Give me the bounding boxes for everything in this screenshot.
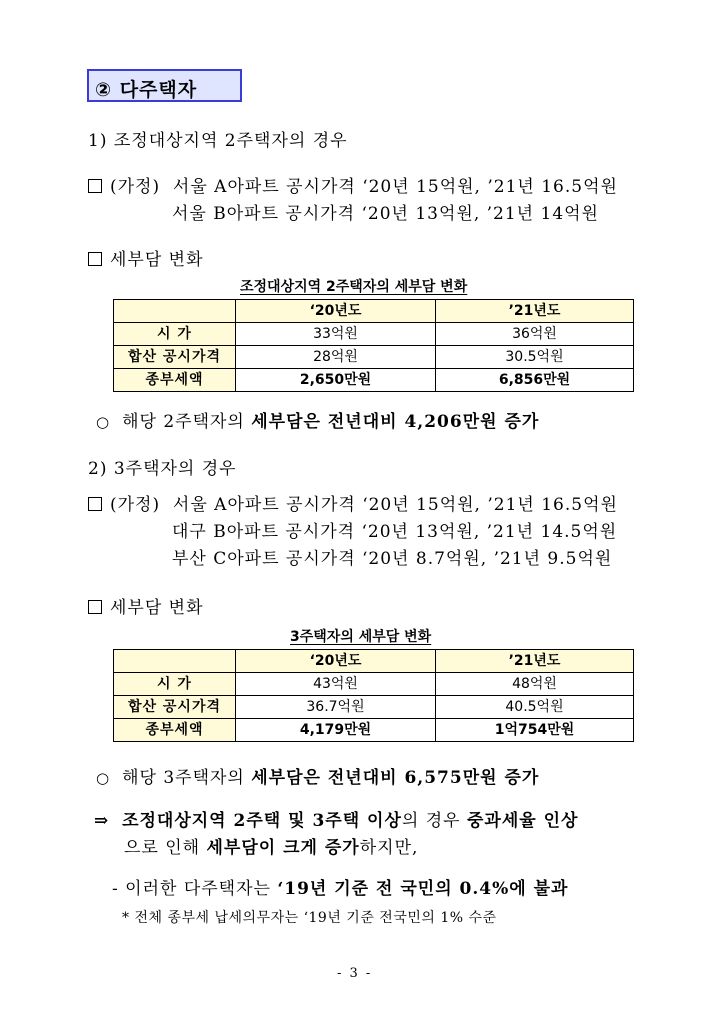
- checkbox-square-icon: [88, 179, 102, 193]
- case2-result: [96, 763, 539, 788]
- case2-tax-change-heading: [88, 593, 204, 618]
- tax-change-label: 세부담 변화: [110, 598, 204, 618]
- case1-assumption-line-1: [88, 172, 618, 197]
- table-cell: 1억754만원: [436, 719, 634, 742]
- row-label: 시 가: [114, 673, 236, 696]
- table-row: [114, 323, 634, 346]
- table-cell: 48억원: [436, 673, 634, 696]
- table-row: [114, 673, 634, 696]
- conclusion-text: 으로 인해: [124, 838, 207, 858]
- checkbox-square-icon: [88, 252, 102, 266]
- table-header-cell: ’21년도: [436, 650, 634, 673]
- case1-assumption-line-2: 서울 B아파트 공시가격 ‘20년 13억원, ’21년 14억원: [172, 204, 599, 224]
- table-cell: 36억원: [436, 323, 634, 346]
- table-row: [114, 719, 634, 742]
- arrow-icon: ⇒: [94, 811, 110, 831]
- conclusion-line-1: [94, 806, 578, 831]
- table-cell: 2,650만원: [236, 369, 436, 392]
- row-label: 종부세액: [114, 719, 236, 742]
- table-header-row: [114, 650, 634, 673]
- table-cell: 43억원: [236, 673, 436, 696]
- footnote: * 전체 종부세 납세의무자는 ‘19년 기준 전국민의 1% 수준: [122, 910, 497, 926]
- circle-bullet-icon: ○: [96, 769, 111, 787]
- assumption-text: 서울 A아파트 공시가격 ‘20년 15억원, ’21년 16.5억원: [172, 177, 618, 197]
- table-cell: 4,179만원: [236, 719, 436, 742]
- section-heading-box: [87, 69, 242, 102]
- table-header-cell: ‘20년도: [236, 650, 436, 673]
- sub-point-emphasis: ‘19년 기준 전 국민의 0.4%에 불과: [277, 879, 569, 899]
- conclusion-emphasis: 세부담이 크게 증가: [206, 838, 360, 858]
- case2-assumption-line-3: 부산 C아파트 공시가격 ‘20년 8.7억원, ’21년 9.5억원: [172, 549, 613, 569]
- row-label: 합산 공시가격: [114, 346, 236, 369]
- row-label: 시 가: [114, 323, 236, 346]
- table-row: [114, 696, 634, 719]
- table-cell: 36.7억원: [236, 696, 436, 719]
- case2-assumption-line-1: [88, 490, 618, 515]
- conclusion-emphasis: 조정대상지역 2주택 및 3주택 이상: [122, 811, 402, 831]
- table-header-cell: [114, 300, 236, 323]
- conclusion-line-2: [124, 833, 418, 858]
- case1-result: [96, 407, 539, 432]
- case2-assumption-line-2: 대구 B아파트 공시가격 ‘20년 13억원, ’21년 14.5억원: [172, 522, 618, 542]
- row-label: 종부세액: [114, 369, 236, 392]
- table-cell: 28억원: [236, 346, 436, 369]
- table-header-cell: [114, 650, 236, 673]
- conclusion-emphasis: 중과세율 인상: [466, 811, 579, 831]
- tax-change-label: 세부담 변화: [110, 250, 204, 270]
- table-cell: 40.5억원: [436, 696, 634, 719]
- assumption-text: 서울 A아파트 공시가격 ‘20년 15억원, ’21년 16.5억원: [172, 495, 618, 515]
- case1-title: 1) 조정대상지역 2주택자의 경우: [88, 131, 348, 151]
- case1-tax-change-heading: [88, 245, 204, 270]
- checkbox-square-icon: [88, 497, 102, 511]
- table-cell: 30.5억원: [436, 346, 634, 369]
- sub-point-text: 이러한 다주택자는: [125, 879, 278, 899]
- result-emphasis: 세부담은 전년대비 4,206만원 증가: [251, 412, 540, 432]
- result-prefix: 해당 2주택자의: [122, 412, 252, 432]
- case1-table-title: 조정대상지역 2주택자의 세부담 변화: [240, 279, 468, 295]
- dash-bullet: -: [112, 879, 119, 899]
- conclusion-text: 의 경우: [401, 811, 467, 831]
- table-row: [114, 369, 634, 392]
- section-heading: ② 다주택자: [95, 79, 198, 101]
- case2-table-title: 3주택자의 세부담 변화: [290, 629, 432, 645]
- result-emphasis: 세부담은 전년대비 6,575만원 증가: [251, 768, 540, 788]
- conclusion-sub-point: [112, 874, 568, 899]
- result-prefix: 해당 3주택자의: [122, 768, 252, 788]
- table-header-row: [114, 300, 634, 323]
- table-cell: 6,856만원: [436, 369, 634, 392]
- case1-tax-table: [113, 299, 634, 392]
- table-cell: 33억원: [236, 323, 436, 346]
- page-number: - 3 -: [337, 966, 373, 981]
- row-label: 합산 공시가격: [114, 696, 236, 719]
- conclusion-text: 하지만,: [359, 838, 419, 858]
- assumption-label: (가정): [110, 495, 161, 515]
- circle-bullet-icon: ○: [96, 413, 111, 431]
- table-header-cell: ’21년도: [436, 300, 634, 323]
- case2-title: 2) 3주택자의 경우: [88, 459, 237, 479]
- checkbox-square-icon: [88, 600, 102, 614]
- assumption-label: (가정): [110, 177, 161, 197]
- case2-tax-table: [113, 649, 634, 742]
- table-row: [114, 346, 634, 369]
- table-header-cell: ‘20년도: [236, 300, 436, 323]
